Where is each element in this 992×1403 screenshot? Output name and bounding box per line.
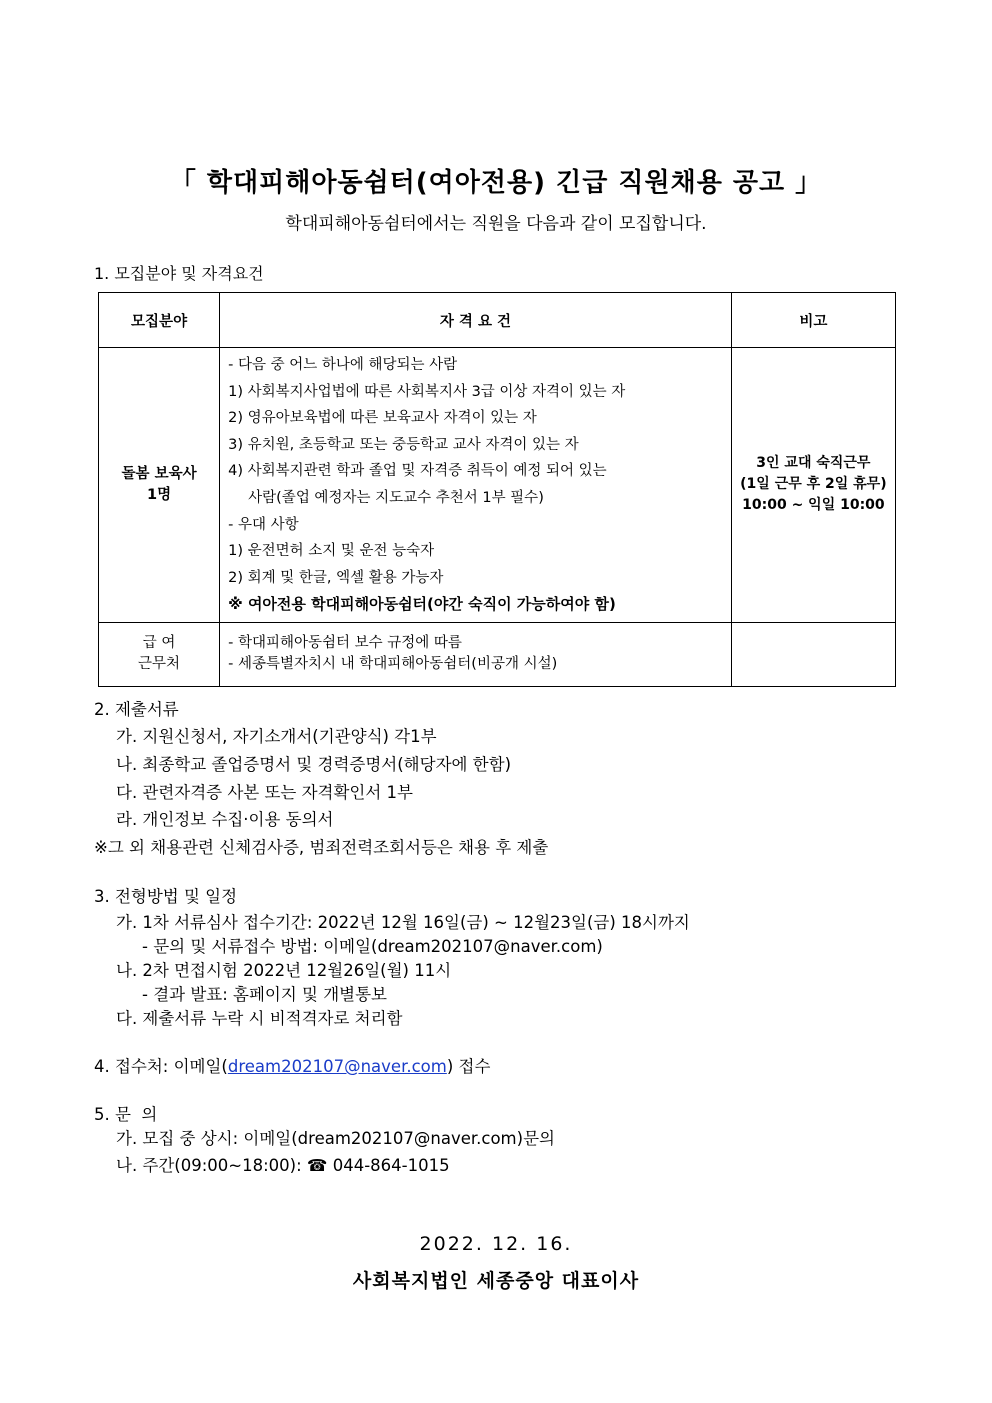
notice-date: 2022. 12. 16. [419,1233,573,1255]
section-1-heading: 1. 모집분야 및 자격요건 [94,264,264,283]
category-label: 근무처 [138,656,181,673]
page-title: 「 학대피해아동쉼터(여아전용) 긴급 직원채용 공고 」 [169,168,823,198]
document-item: 나. 최종학교 졸업증명서 및 경력증명서(해당자에 한함) [116,755,512,774]
section-4-line [94,1053,490,1077]
requirement-line: 4) 사회복지관련 학과 졸업 및 자격증 취득이 예정 되어 있는 [228,463,607,480]
schedule-line: - 결과 발표: 홈페이지 및 개별통보 [142,985,387,1004]
schedule-line: 다. 제출서류 누락 시 비적격자로 처리함 [116,1009,403,1028]
category-label: 돌봄 보육사 [121,465,197,482]
note-cell [731,348,895,623]
contact-line: 나. 주간(09:00~18:00): ☎ 044-864-1015 [116,1156,450,1175]
section-4-suffix: ) 접수 [446,1057,491,1076]
requirement-line: 3) 유치원, 초등학교 또는 중등학교 교사 자격이 있는 자 [228,436,579,453]
schedule-line: 가. 1차 서류심사 접수기간: 2022년 12월 16일(금) ~ 12월23일(금) 18시까지 [116,913,690,932]
table-row [99,348,896,623]
details-cell [220,622,732,686]
section-3-heading: 3. 전형방법 및 일정 [94,887,238,906]
detail-line: - 학대피해아동쉼터 보수 규정에 따름 [228,635,462,652]
document-item: 가. 지원신청서, 자기소개서(기관양식) 각1부 [116,727,437,746]
category-count: 1명 [147,486,172,503]
category-cell [99,348,220,623]
section-4-prefix: 4. 접수처: 이메일( [94,1057,228,1076]
requirements-cell [220,348,732,623]
document-item: 다. 관련자격증 사본 또는 자격확인서 1부 [116,783,413,802]
schedule-line: 나. 2차 면접시험 2022년 12월26일(월) 11시 [116,961,452,980]
detail-line: - 세종특별자치시 내 학대피해아동쉼터(비공개 시설) [228,656,558,673]
requirements-table [98,292,896,687]
requirement-line: 1) 사회복지사업법에 따른 사회복지사 3급 이상 자격이 있는 자 [228,383,626,400]
requirement-line: 1) 운전면허 소지 및 운전 능숙자 [228,543,435,560]
note-line: 3인 교대 숙직근무 [756,455,871,472]
organization-name: 사회복지법인 세종중앙 대표이사 [352,1270,640,1292]
requirement-line: - 우대 사항 [228,516,299,533]
header-category: 모집분야 [99,293,220,348]
requirement-line: 사람(졸업 예정자는 지도교수 추천서 1부 필수) [248,489,544,506]
empty-note-cell [731,622,895,686]
requirement-line: 2) 영유아보육법에 따른 보육교사 자격이 있는 자 [228,410,537,427]
header-note: 비고 [731,293,895,348]
email-link[interactable]: dream202107@naver.com [227,1057,447,1076]
section-2-heading: 2. 제출서류 [94,700,179,719]
contact-line: 가. 모집 중 상시: 이메일(dream202107@naver.com)문의 [116,1129,555,1148]
header-requirements: 자 격 요 건 [220,293,732,348]
category-label: 급 여 [142,635,176,652]
requirement-line: - 다음 중 어느 하나에 해당되는 사람 [228,357,458,373]
note-line: 10:00 ~ 익일 10:00 [742,497,885,514]
requirement-line: 2) 회계 및 한글, 엑셀 활용 가능자 [228,569,444,586]
note-line: (1일 근무 후 2일 휴무) [740,476,887,493]
section-5-heading: 5. 문 의 [94,1105,158,1124]
table-header-row [99,293,896,348]
table-row [99,622,896,686]
document-item: 라. 개인정보 수집·이용 동의서 [116,810,334,829]
document-note: ※그 외 채용관련 신체검사증, 범죄전력조회서등은 채용 후 제출 [94,838,549,857]
schedule-line: - 문의 및 서류접수 방법: 이메일(dream202107@naver.com) [142,937,603,956]
category-cell [99,622,220,686]
requirement-emphasis: ※ 여아전용 학대피해아동쉼터(야간 숙직이 가능하여야 함) [228,595,616,614]
page-subtitle: 학대피해아동쉼터에서는 직원을 다음과 같이 모집합니다. [285,214,707,234]
